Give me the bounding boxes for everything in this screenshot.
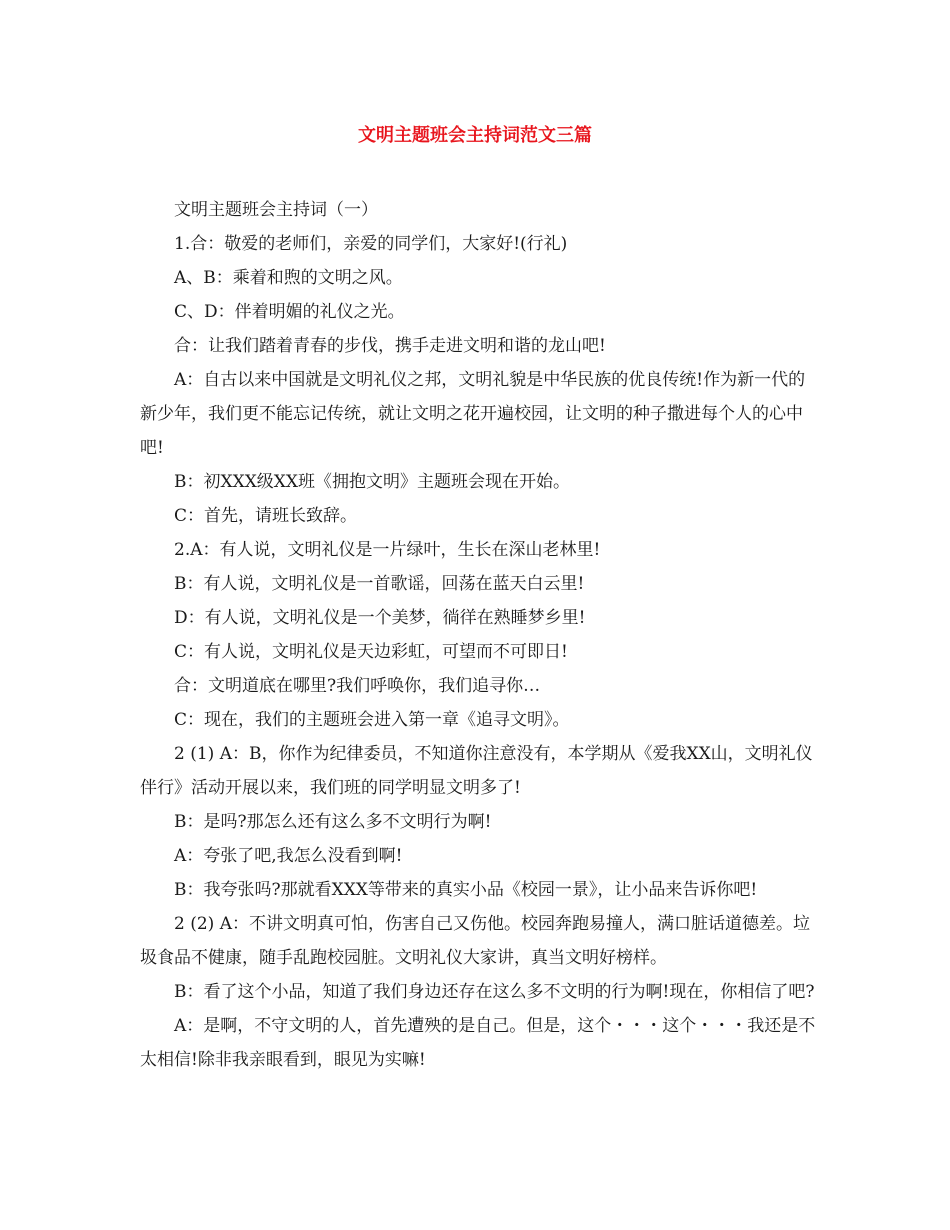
paragraph: C、D：伴着明媚的礼仪之光。 <box>174 302 405 322</box>
paragraph: 2 (2) A：不讲文明真可怕，伤害自己又伤他。校园奔跑易撞人，满口脏话道德差。垃圾食品不健康，随手乱跑校园脏。文明礼仪大家讲，真当文明好榜样。 <box>140 914 810 968</box>
paragraph: A：自古以来中国就是文明礼仪之邦，文明礼貌是中华民族的优良传统!作为新一代的新少年，我们更不能忘记传统，就让文明之花开遍校园，让文明的种子撒进每个人的心中吧! <box>140 370 806 458</box>
document-title: 文明主题班会主持词范文三篇 <box>358 125 592 146</box>
paragraph: 2 (1) A：B，你作为纪律委员，不知道你注意没有，本学期从《爱我XX山，文明礼仪伴行》活动开展以来，我们班的同学明显文明多了! <box>140 744 813 798</box>
paragraph: A、B：乘着和煦的文明之风。 <box>174 268 403 288</box>
paragraph: C：首先，请班长致辞。 <box>174 506 358 526</box>
paragraph: 合：文明道底在哪里?我们呼唤你，我们追寻你… <box>174 676 541 696</box>
paragraph: 1.合：敬爱的老师们，亲爱的同学们，大家好!(行礼) <box>174 234 568 254</box>
paragraph: B：有人说，文明礼仪是一首歌谣，回荡在蓝天白云里! <box>174 574 585 594</box>
paragraph: 文明主题班会主持词（一） <box>174 200 378 220</box>
paragraph: B：看了这个小品，知道了我们身边还存在这么多不文明的行为啊!现在，你相信了吧? <box>174 982 815 1002</box>
paragraph: 2.A：有人说，文明礼仪是一片绿叶，生长在深山老林里! <box>174 540 601 560</box>
paragraph: B：是吗?那怎么还有这么多不文明行为啊! <box>174 812 492 832</box>
paragraph: D：有人说，文明礼仪是一个美梦，徜徉在熟睡梦乡里! <box>174 608 586 628</box>
paragraph: A：是啊，不守文明的人，首先遭殃的是自己。但是，这个・・・这个・・・我还是不太相信!除非我亲眼看到，眼见为实嘛! <box>140 1016 816 1070</box>
paragraph: C：现在，我们的主题班会进入第一章《追寻文明》。 <box>174 710 570 730</box>
paragraph: 合：让我们踏着青春的步伐，携手走进文明和谐的龙山吧! <box>174 336 606 356</box>
paragraph: C：有人说，文明礼仪是天边彩虹，可望而不可即日! <box>174 642 568 662</box>
document-body <box>140 193 816 1077</box>
paragraph: B：初XXX级XX班《拥抱文明》主题班会现在开始。 <box>174 472 571 492</box>
paragraph: A：夸张了吧,我怎么没看到啊! <box>174 846 403 866</box>
paragraph: B：我夸张吗?那就看XXX等带来的真实小品《校园一景》，让小品来告诉你吧! <box>174 880 758 900</box>
